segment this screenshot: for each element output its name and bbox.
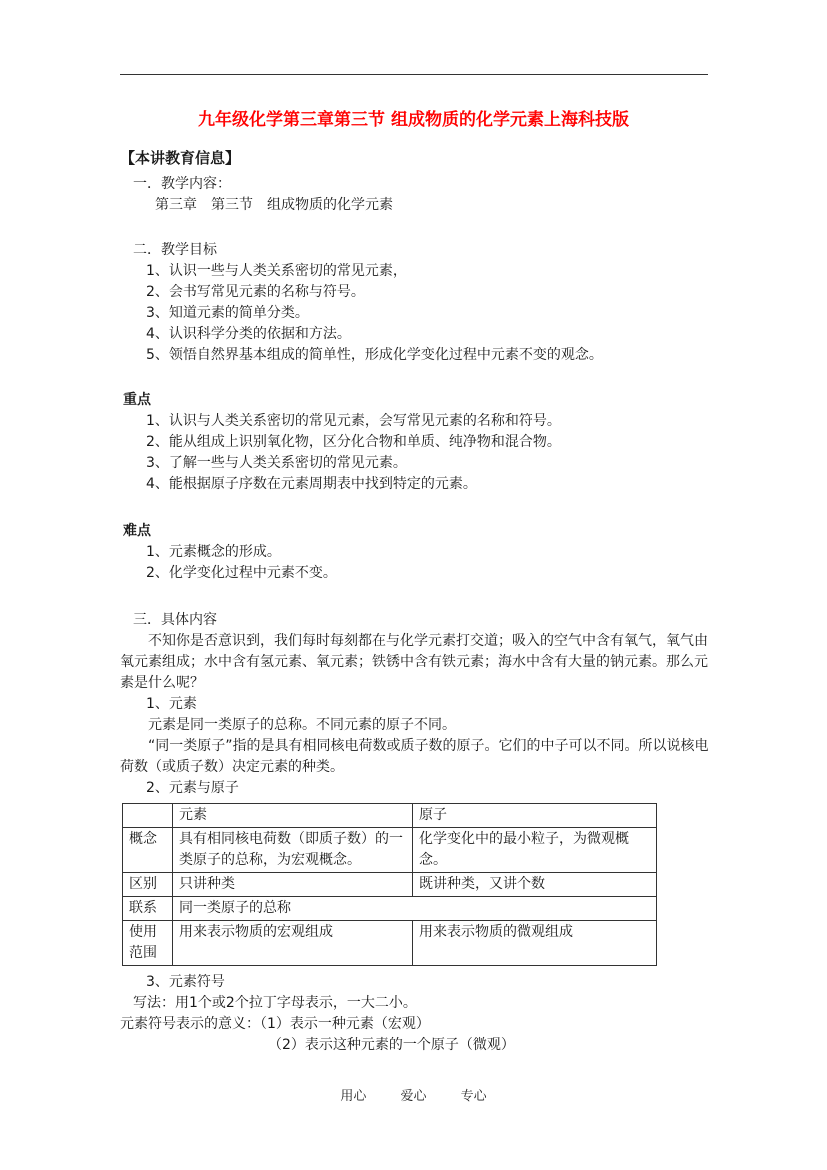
symbols-line3: （2）表示这种元素的一个原子（微观） — [268, 1037, 515, 1053]
list-item: 1、认识与人类关系密切的常见元素，会写常见元素的名称和符号。 — [146, 413, 561, 429]
key-points-heading: 重点 — [123, 392, 151, 408]
table-row — [123, 897, 657, 921]
row-label: 联系 — [123, 897, 173, 921]
list-item: 2、能从组成上识别氧化物，区分化合物和单质、纯净物和混合物。 — [146, 434, 561, 450]
element-atom-comparison-table — [122, 803, 657, 966]
list-item: 1、认识一些与人类关系密切的常见元素， — [146, 263, 407, 279]
difficult-points-heading: 难点 — [123, 523, 151, 539]
table-row — [123, 828, 657, 873]
details-sub1-line1: 元素是同一类原子的总称。不同元素的原子不同。 — [148, 717, 456, 733]
header-rule — [120, 74, 708, 75]
table-row — [123, 873, 657, 897]
footer-word: 爱心 — [400, 1089, 427, 1104]
difficult-points-list — [146, 542, 710, 584]
table-cell: 用来表示物质的宏观组成 — [173, 921, 413, 966]
symbols-line2: 元素符号表示的意义：（1）表示一种元素（宏观） — [120, 1016, 430, 1032]
table-cell: 化学变化中的最小粒子，为微观概念。 — [413, 828, 657, 873]
details-sub1-heading: 1、元素 — [146, 696, 197, 712]
section-details — [120, 610, 710, 1056]
key-points-list — [146, 411, 710, 495]
details-sub2-heading: 2、元素与原子 — [146, 780, 239, 796]
footer-word: 用心 — [340, 1089, 367, 1104]
section-teaching-content — [120, 174, 710, 216]
row-label: 使用范围 — [123, 921, 173, 966]
table-cell: 只讲种类 — [173, 873, 413, 897]
list-item: 4、认识科学分类的依据和方法。 — [146, 326, 351, 342]
table-row — [123, 921, 657, 966]
details-intro-paragraph: 不知你是否意识到，我们每时每刻都在与化学元素打交道；吸入的空气中含有氧气，氧气由氧元素组成；水中含有氢元素、氧元素；铁锈中含有铁元素；海水中含有大量的钠元素。那么元素是什么呢？ — [120, 633, 708, 691]
teaching-goals-list — [146, 261, 710, 366]
page-footer — [0, 1086, 827, 1107]
table-header-row — [123, 804, 657, 828]
section-banner: 【本讲教育信息】 — [120, 149, 241, 167]
teaching-goals-heading: 二．教学目标 — [133, 242, 217, 258]
table-header-atom: 原子 — [413, 804, 657, 828]
table-cell: 具有相同核电荷数（即质子数）的一类原子的总称，为宏观概念。 — [173, 828, 413, 873]
list-item: 5、领悟自然界基本组成的简单性，形成化学变化过程中元素不变的观念。 — [146, 347, 603, 363]
footer-word: 专心 — [460, 1089, 487, 1104]
table-header-element: 元素 — [173, 804, 413, 828]
symbols-heading: 3、元素符号 — [146, 974, 225, 990]
teaching-content-heading: 一．教学内容： — [133, 176, 231, 192]
table-cell-empty — [123, 804, 173, 828]
row-label: 概念 — [123, 828, 173, 873]
document-title: 九年级化学第三章第三节 组成物质的化学元素上海科技版 — [198, 110, 629, 130]
section-key-points — [120, 390, 710, 495]
list-item: 4、能根据原子序数在元素周期表中找到特定的元素。 — [146, 476, 477, 492]
list-item: 3、知道元素的简单分类。 — [146, 305, 309, 321]
details-sub1-line2: “同一类原子”指的是具有相同核电荷数或质子数的原子。它们的中子可以不同。所以说核电荷数（或质子数）决定元素的种类。 — [120, 738, 709, 775]
teaching-content-body: 第三章 第三节 组成物质的化学元素 — [155, 197, 393, 213]
table-cell: 既讲种类，又讲个数 — [413, 873, 657, 897]
section-difficult-points — [120, 521, 710, 584]
list-item: 2、会书写常见元素的名称与符号。 — [146, 284, 365, 300]
list-item: 2、化学变化过程中元素不变。 — [146, 565, 337, 581]
section-teaching-goals — [120, 240, 710, 366]
document-body — [0, 148, 827, 1056]
details-heading: 三．具体内容 — [133, 612, 217, 628]
table-cell: 用来表示物质的微观组成 — [413, 921, 657, 966]
list-item: 1、元素概念的形成。 — [146, 544, 281, 560]
list-item: 3、了解一些与人类关系密切的常见元素。 — [146, 455, 407, 471]
row-label: 区别 — [123, 873, 173, 897]
symbols-line1: 写法：用1个或2个拉丁字母表示，一大二小。 — [133, 995, 417, 1011]
table-cell-span: 同一类原子的总称 — [173, 897, 657, 921]
